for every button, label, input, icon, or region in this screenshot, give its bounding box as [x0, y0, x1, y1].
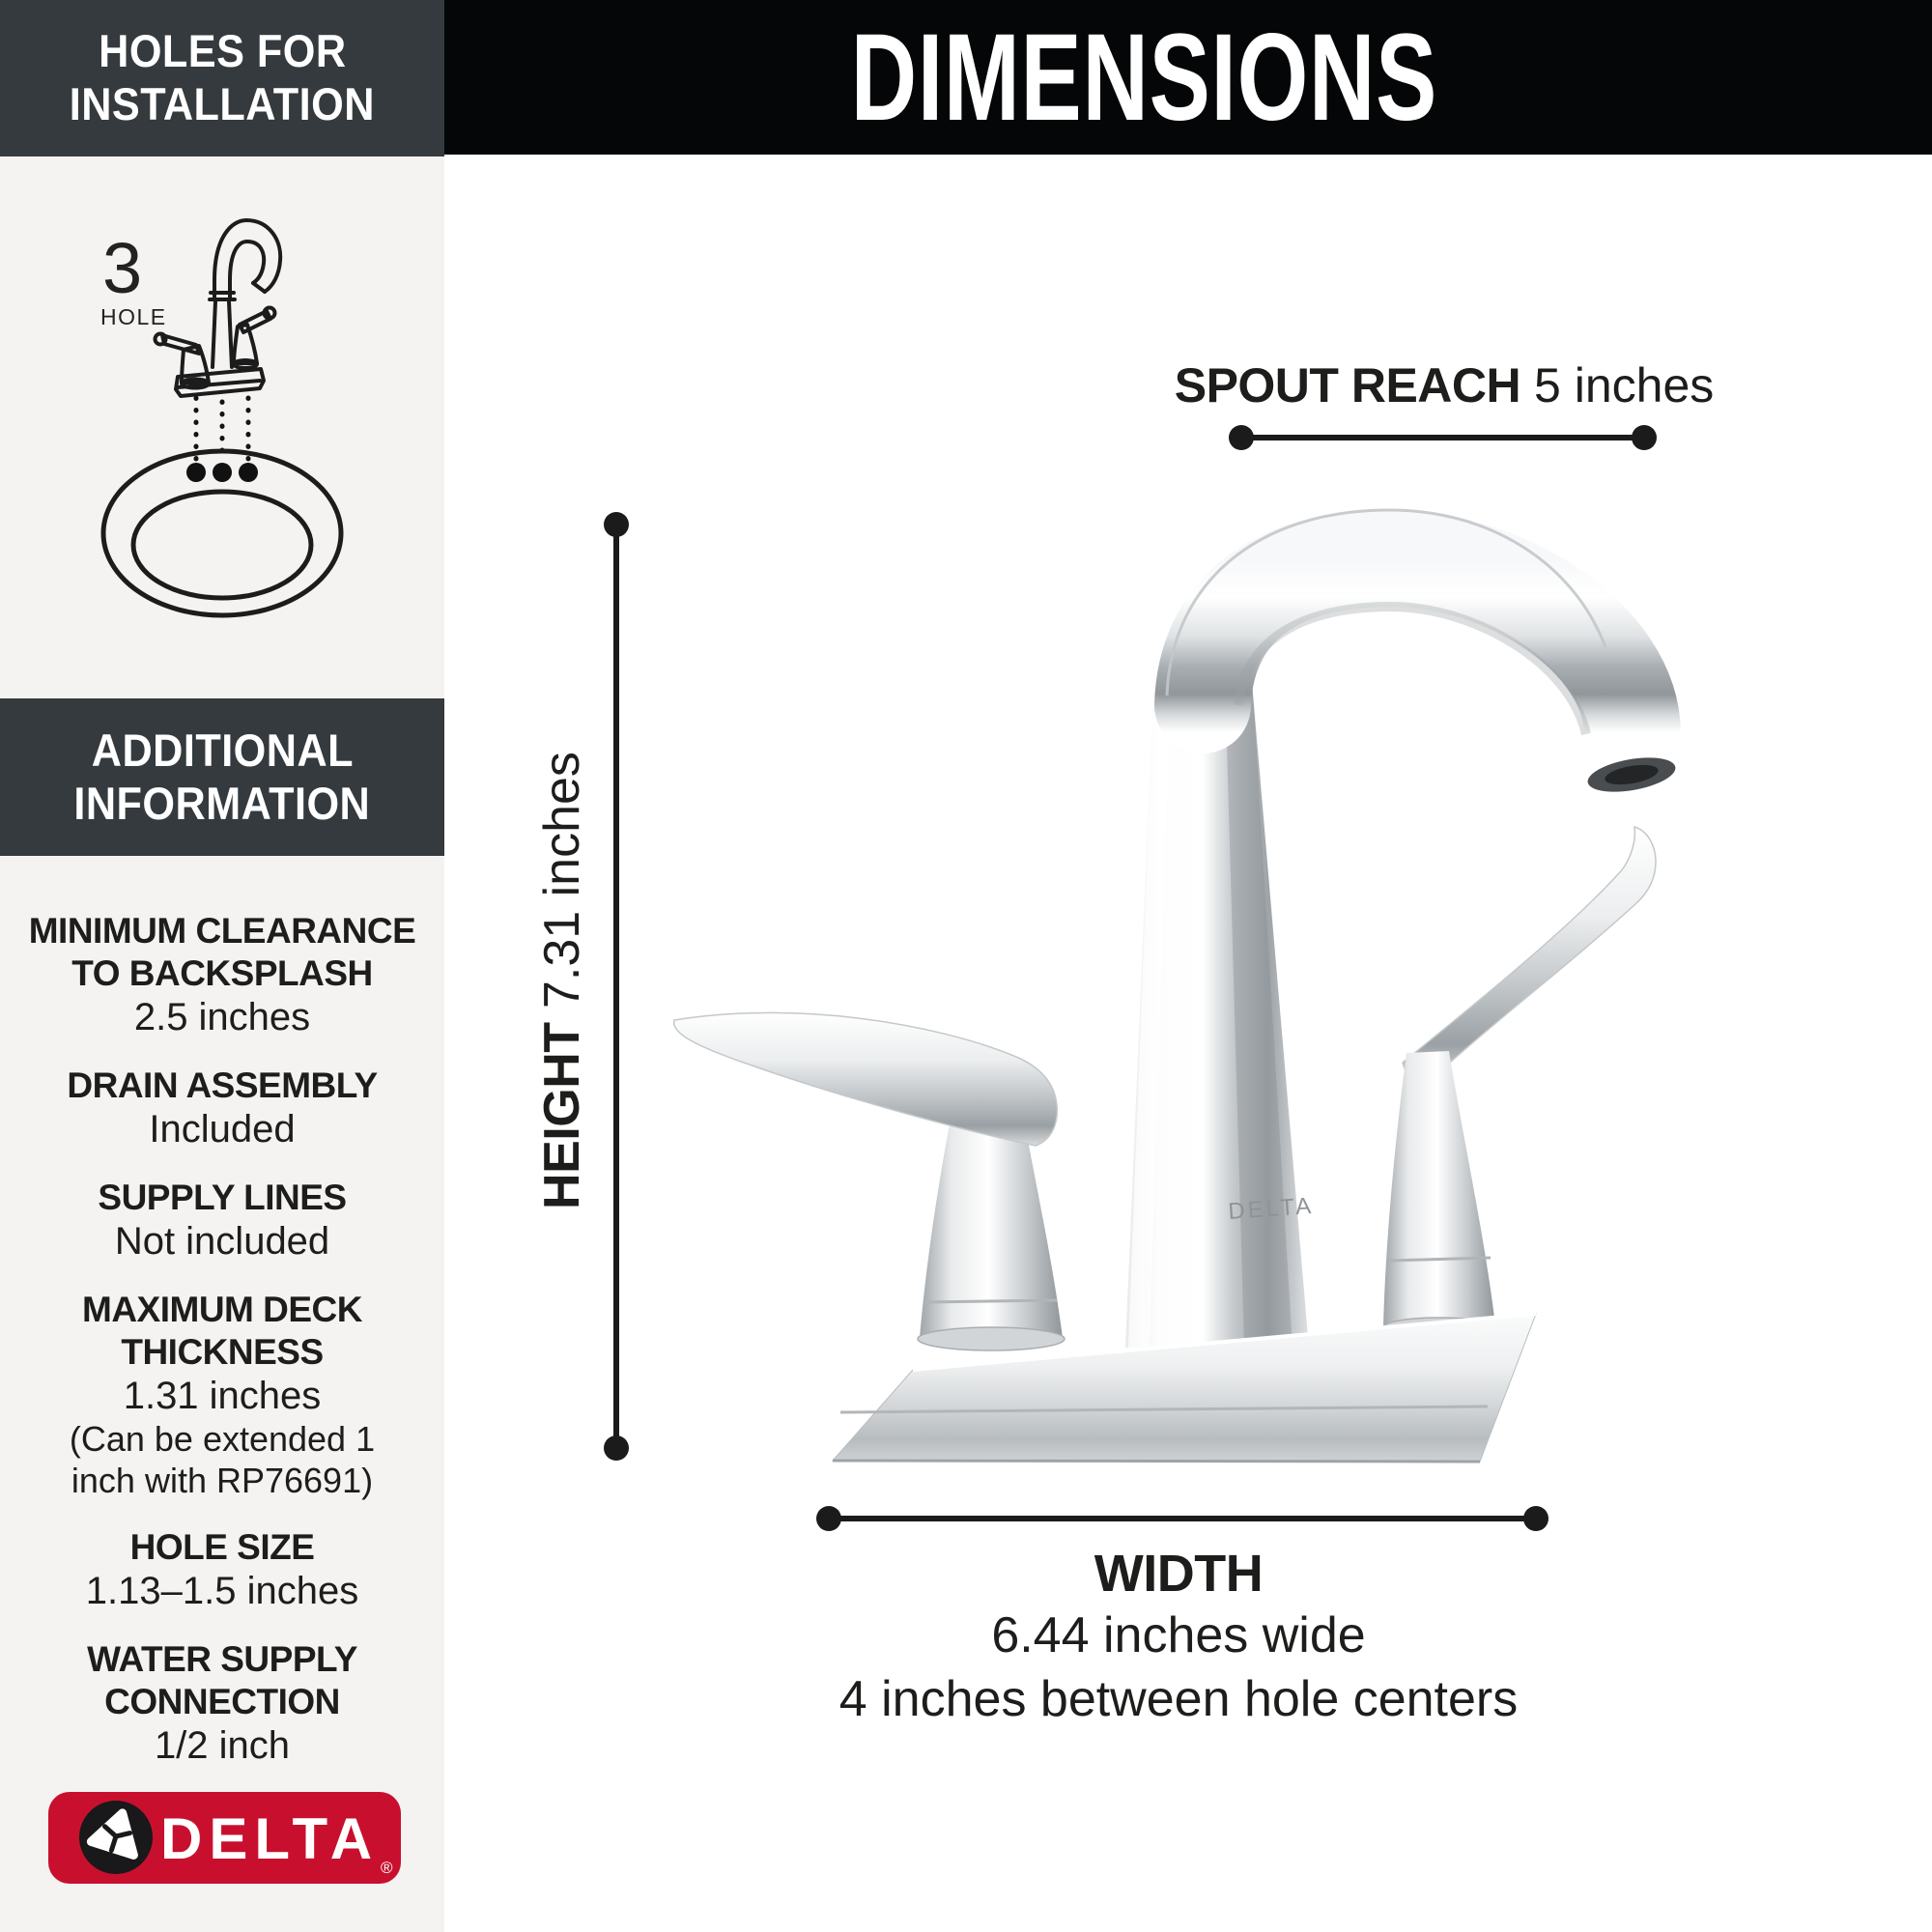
spec-value: 1.13–1.5 inches — [85, 1570, 359, 1612]
width-value-line1: 6.44 inches wide — [991, 1607, 1366, 1663]
hole-count-label: HOLE — [100, 304, 167, 329]
dimension-endpoint-dot — [1229, 425, 1254, 450]
width-title: WIDTH — [1094, 1545, 1264, 1603]
info-header-line1: ADDITIONAL — [91, 724, 354, 776]
spout-reach-title: SPOUT REACH — [1174, 358, 1521, 412]
spec-supply-lines — [0, 1177, 444, 1264]
delta-logo — [48, 1792, 401, 1884]
spout-reach-label — [1106, 357, 1782, 413]
spec-min-clearance — [0, 910, 444, 1039]
three-hole-installation-diagram — [39, 184, 425, 638]
holes-header-line2: INSTALLATION — [69, 78, 376, 129]
dimensions-title-bar — [444, 0, 1932, 155]
holes-for-installation-header — [0, 0, 444, 156]
height-value: 7.31 inches — [534, 752, 590, 1009]
spec-list — [0, 910, 444, 1793]
width-label — [792, 1544, 1565, 1731]
spec-value: 1/2 inch — [154, 1724, 291, 1767]
spec-deck-thickness — [0, 1289, 444, 1501]
sidebar — [0, 0, 444, 1932]
registered-trademark-symbol: ® — [381, 1859, 393, 1877]
spec-label: DRAIN ASSEMBLY — [67, 1065, 378, 1105]
spec-value: Not included — [114, 1220, 330, 1263]
spec-label: MAXIMUM DECK THICKNESS — [82, 1290, 362, 1372]
spec-label: SUPPLY LINES — [98, 1178, 347, 1217]
dimension-endpoint-dot — [604, 512, 629, 537]
dimension-endpoint-dot — [816, 1506, 841, 1531]
width-dimension-line — [829, 1516, 1536, 1521]
height-title: HEIGHT — [534, 1022, 590, 1209]
left-handle-lever — [674, 1012, 1058, 1146]
dimension-endpoint-dot — [1632, 425, 1657, 450]
faucet-image — [599, 386, 1739, 1478]
right-handle-lever — [1403, 827, 1656, 1083]
faucet-brand-engraving: DELTA — [1227, 1192, 1315, 1225]
holes-header-line1: HOLES FOR — [98, 25, 347, 77]
spec-label: HOLE SIZE — [129, 1527, 315, 1567]
spec-label: MINIMUM CLEARANCE TO BACKSPLASH — [28, 911, 416, 993]
spout-reach-dimension-line — [1241, 435, 1644, 440]
spec-value: 2.5 inches — [133, 996, 311, 1038]
spec-water-supply — [0, 1638, 444, 1768]
spec-value: Included — [149, 1108, 296, 1151]
spec-drain-assembly — [0, 1065, 444, 1151]
spec-value: 1.31 inches — [123, 1375, 322, 1417]
spec-hole-size — [0, 1526, 444, 1613]
spec-label: WATER SUPPLY CONNECTION — [87, 1639, 357, 1721]
height-label — [531, 691, 593, 1270]
width-value-line2: 4 inches between hole centers — [838, 1671, 1519, 1727]
height-dimension-line — [613, 525, 619, 1448]
right-handle-base — [1383, 1051, 1495, 1328]
dimension-endpoint-dot — [1523, 1506, 1548, 1531]
page-title: DIMENSIONS — [850, 8, 1437, 147]
dimension-endpoint-dot — [604, 1435, 629, 1461]
hole-count: 3 — [102, 228, 143, 308]
spout-reach-value: 5 inches — [1534, 358, 1715, 412]
spec-note: (Can be extended 1 inch with RP76691) — [69, 1419, 376, 1500]
info-header-line2: INFORMATION — [73, 777, 371, 829]
delta-logo-wordmark: DELTA — [160, 1806, 380, 1871]
additional-information-header — [0, 698, 444, 856]
